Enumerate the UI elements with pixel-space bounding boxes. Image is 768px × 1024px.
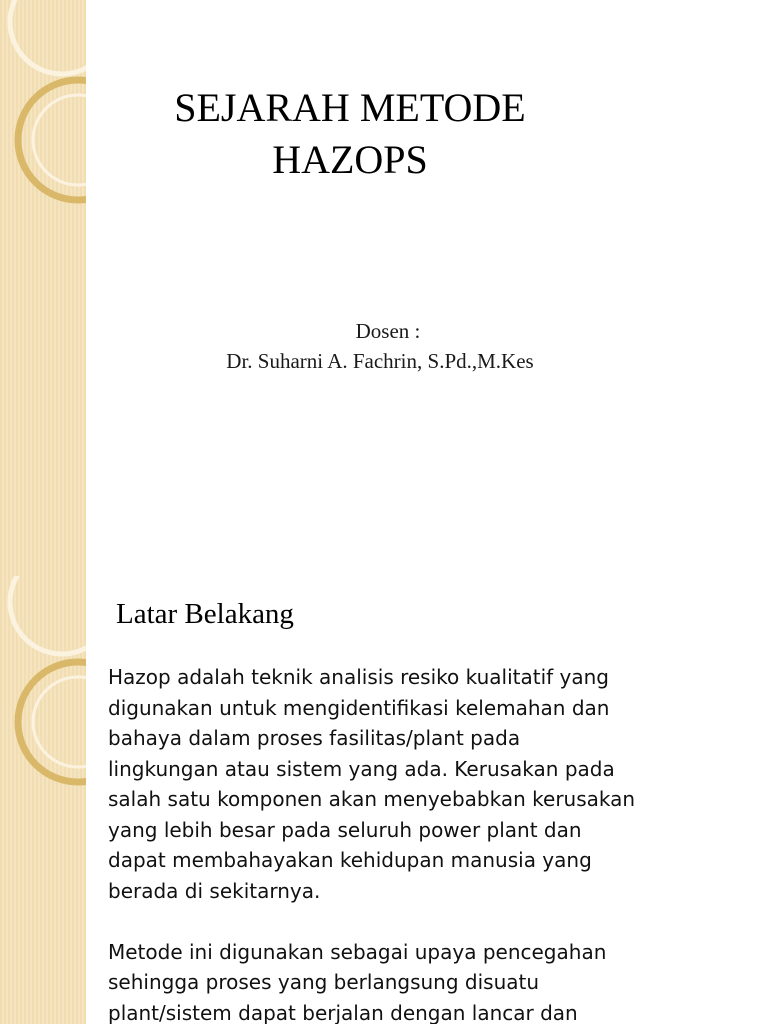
decorative-side-strip: [0, 0, 86, 576]
paragraph-1: Hazop adalah teknik analisis resiko kualitatif yang digunakan untuk mengidentifikasi kelemahan dan bahaya dalam proses fasilitas/plant pada lingkungan atau sistem yang ada. Kerusakan pada salah satu komponen akan menyebabkan kerusakan yang lebih besar pada seluruh power plant dan dapat membahayakan kehidupan manusia yang berada di sekitarnya.: [108, 665, 636, 903]
lecturer-label: Dosen :: [355, 319, 421, 343]
lecturer-name: Dr. Suharni A. Fachrin, S.Pd.,M.Kes: [226, 349, 534, 373]
page-title: [100, 82, 600, 186]
slide-2: [0, 576, 768, 1024]
decorative-rings-icon: [0, 0, 86, 576]
paragraph-2: Metode ini digunakan sebagai upaya pencegahan sehingga proses yang berlangsung disuatu plant/sistem dapat berjalan dengan lancar dan: [108, 939, 607, 1024]
title-line-2: HAZOPS: [272, 137, 428, 182]
lecturer-block: [150, 316, 610, 376]
decorative-rings-icon: [0, 576, 86, 1024]
section-heading: Latar Belakang: [116, 598, 294, 630]
decorative-side-strip: [0, 576, 86, 1024]
title-line-1: SEJARAH METODE: [174, 85, 526, 130]
body-text: [108, 662, 728, 1024]
